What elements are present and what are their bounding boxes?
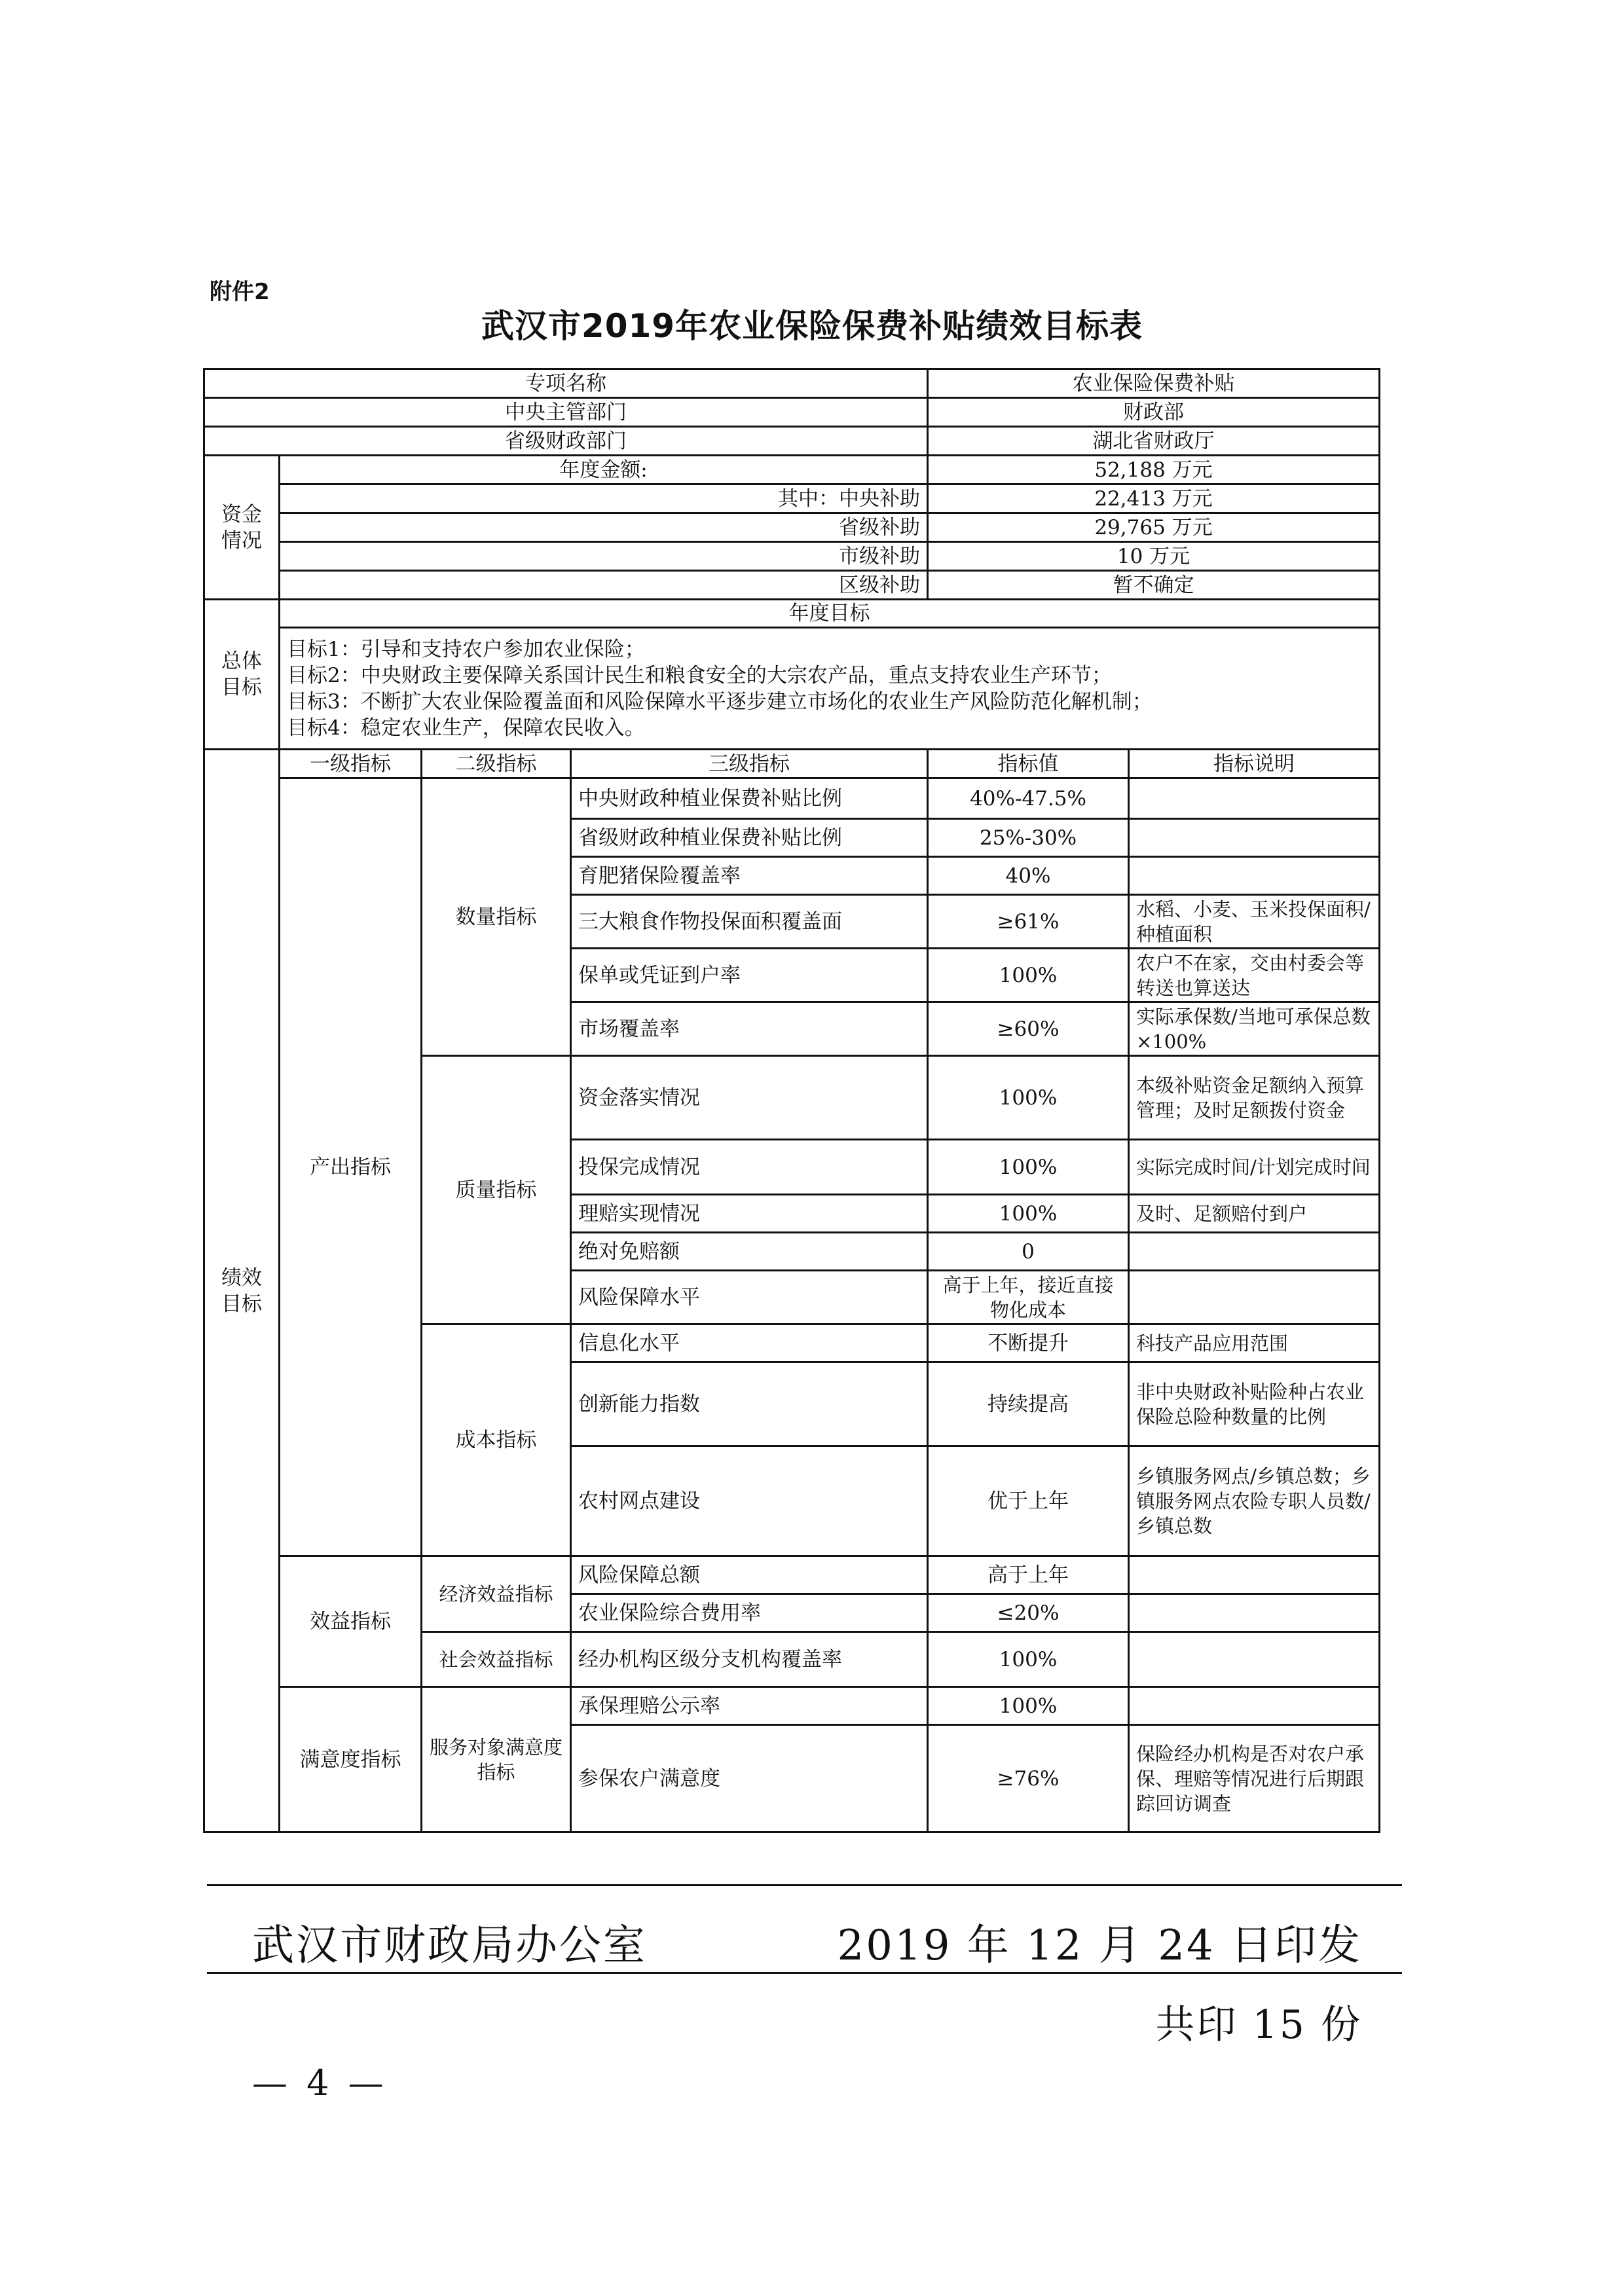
indicator-name: 风险保障水平	[571, 1271, 928, 1324]
indicator-value: 不断提升	[928, 1324, 1129, 1362]
indicator-note: 非中央财政补贴险种占农业保险总险种数量的比例	[1129, 1362, 1380, 1446]
column-header: 指标值	[928, 750, 1129, 778]
indicator-note: 保险经办机构是否对农户承保、理赔等情况进行后期跟踪回访调查	[1129, 1725, 1380, 1832]
indicator-name: 参保农户满意度	[571, 1725, 928, 1832]
level2-indicator: 服务对象满意度指标	[422, 1687, 571, 1832]
level1-indicator: 产出指标	[280, 778, 422, 1556]
indicator-name: 信息化水平	[571, 1324, 928, 1362]
footer-top-rule	[207, 1884, 1402, 1886]
funds-row-value: 22,413 万元	[928, 484, 1380, 513]
indicator-value: ≤20%	[928, 1594, 1129, 1632]
indicator-name: 农业保险综合费用率	[571, 1594, 928, 1632]
indicator-note	[1129, 1556, 1380, 1594]
funds-row-value: 暂不确定	[928, 571, 1380, 600]
central-dept-value: 财政部	[928, 398, 1380, 427]
indicator-name: 创新能力指数	[571, 1362, 928, 1446]
indicator-value: 100%	[928, 1056, 1129, 1140]
indicator-name: 风险保障总额	[571, 1556, 928, 1594]
indicator-value: 100%	[928, 1195, 1129, 1233]
funds-row-value: 29,765 万元	[928, 513, 1380, 542]
indicator-name: 绝对免赔额	[571, 1233, 928, 1271]
funds-row-value: 10 万元	[928, 542, 1380, 571]
level2-indicator: 经济效益指标	[422, 1556, 571, 1632]
indicator-value: ≥60%	[928, 1002, 1129, 1056]
indicator-name: 理赔实现情况	[571, 1195, 928, 1233]
goal-item: 目标2：中央财政主要保障关系国计民生和粮食安全的大宗农产品，重点支持农业生产环节；	[287, 663, 1112, 687]
goal-item: 目标4：稳定农业生产，保障农民收入。	[287, 716, 645, 740]
indicator-note: 乡镇服务网点/乡镇总数；乡镇服务网点农险专职人员数/乡镇总数	[1129, 1446, 1380, 1556]
indicator-note: 实际承保数/当地可承保总数×100%	[1129, 1002, 1380, 1056]
indicator-name: 农村网点建设	[571, 1446, 928, 1556]
indicator-value: 40%-47.5%	[928, 778, 1129, 819]
funds-row-label: 市级补助	[280, 542, 928, 571]
level2-indicator: 质量指标	[422, 1056, 571, 1324]
footer-issuer: 武汉市财政局办公室	[252, 1922, 647, 1970]
page-title: 武汉市2019年农业保险保费补贴绩效目标表	[481, 307, 1143, 345]
table-row	[204, 427, 1380, 456]
level2-indicator: 成本指标	[422, 1324, 571, 1556]
funds-row-label: 其中：中央补助	[280, 484, 928, 513]
central-dept-label: 中央主管部门	[204, 398, 928, 427]
funds-section-label: 资金情况	[204, 456, 280, 600]
table-row	[204, 628, 1380, 750]
indicator-name: 承保理赔公示率	[571, 1687, 928, 1725]
table-row	[204, 484, 1380, 513]
performance-section-label: 绩效目标	[204, 750, 280, 1832]
table-row	[204, 778, 1380, 819]
indicator-name: 投保完成情况	[571, 1140, 928, 1195]
indicator-value: 100%	[928, 949, 1129, 1002]
indicator-note: 水稻、小麦、玉米投保面积/种植面积	[1129, 895, 1380, 949]
funds-row-label: 年度金额:	[280, 456, 928, 484]
level1-indicator: 效益指标	[280, 1556, 422, 1687]
indicator-name: 经办机构区级分支机构覆盖率	[571, 1632, 928, 1687]
indicator-note	[1129, 1594, 1380, 1632]
funds-row-label: 省级补助	[280, 513, 928, 542]
indicator-value: ≥76%	[928, 1725, 1129, 1832]
indicator-name: 市场覆盖率	[571, 1002, 928, 1056]
column-header: 三级指标	[571, 750, 928, 778]
column-header: 一级指标	[280, 750, 422, 778]
table-row	[204, 1556, 1380, 1594]
indicator-note	[1129, 1687, 1380, 1725]
table-row	[204, 369, 1380, 398]
indicator-value: 0	[928, 1233, 1129, 1271]
table-row	[204, 456, 1380, 484]
table-row	[204, 571, 1380, 600]
indicator-note: 及时、足额赔付到户	[1129, 1195, 1380, 1233]
goal-item: 目标1：引导和支持农户参加农业保险；	[287, 637, 645, 661]
indicator-value: ≥61%	[928, 895, 1129, 949]
indicator-value: 100%	[928, 1632, 1129, 1687]
prov-dept-value: 湖北省财政厅	[928, 427, 1380, 456]
indicator-note: 农户不在家，交由村委会等转送也算送达	[1129, 949, 1380, 1002]
indicator-note	[1129, 1271, 1380, 1324]
indicator-note	[1129, 1632, 1380, 1687]
footer-date: 2019 年 12 月 24 日印发	[837, 1922, 1362, 1970]
column-header: 二级指标	[422, 750, 571, 778]
indicator-value: 40%	[928, 857, 1129, 895]
indicator-value: 优于上年	[928, 1446, 1129, 1556]
indicator-name: 省级财政种植业保费补贴比例	[571, 819, 928, 857]
indicator-value: 持续提高	[928, 1362, 1129, 1446]
table-row	[204, 398, 1380, 427]
level1-indicator: 满意度指标	[280, 1687, 422, 1832]
funds-row-value: 52,188 万元	[928, 456, 1380, 484]
page-number: — 4 —	[252, 2062, 388, 2104]
indicator-name: 育肥猪保险覆盖率	[571, 857, 928, 895]
indicator-value: 高于上年	[928, 1556, 1129, 1594]
indicator-note: 实际完成时间/计划完成时间	[1129, 1140, 1380, 1195]
overall-section-label: 总体目标	[204, 600, 280, 750]
table-row	[204, 542, 1380, 571]
indicator-name: 中央财政种植业保费补贴比例	[571, 778, 928, 819]
indicator-note	[1129, 778, 1380, 819]
project-name-value: 农业保险保费补贴	[928, 369, 1380, 398]
indicator-note	[1129, 1233, 1380, 1271]
funds-row-label: 区级补助	[280, 571, 928, 600]
footer-bottom-rule	[207, 1972, 1402, 1974]
indicator-name: 资金落实情况	[571, 1056, 928, 1140]
indicator-value: 100%	[928, 1140, 1129, 1195]
indicator-note: 科技产品应用范围	[1129, 1324, 1380, 1362]
goal-list	[280, 628, 1380, 750]
goal-item: 目标3：不断扩大农业保险覆盖面和风险保障水平逐步建立市场化的农业生产风险防范化解机制；	[287, 689, 1153, 714]
prov-dept-label: 省级财政部门	[204, 427, 928, 456]
indicator-note	[1129, 857, 1380, 895]
footer-copies: 共印 15 份	[1155, 2002, 1362, 2048]
project-name-label: 专项名称	[204, 369, 928, 398]
indicator-name: 保单或凭证到户率	[571, 949, 928, 1002]
indicator-note: 本级补贴资金足额纳入预算管理；及时足额拨付资金	[1129, 1056, 1380, 1140]
level2-indicator: 社会效益指标	[422, 1632, 571, 1687]
indicator-name: 三大粮食作物投保面积覆盖面	[571, 895, 928, 949]
table-row	[204, 750, 1380, 778]
indicator-value: 100%	[928, 1687, 1129, 1725]
column-header: 指标说明	[1129, 750, 1380, 778]
annual-goal-header: 年度目标	[280, 600, 1380, 628]
indicator-note	[1129, 819, 1380, 857]
table-row	[204, 513, 1380, 542]
indicator-value: 25%-30%	[928, 819, 1129, 857]
table-row	[204, 1687, 1380, 1725]
level2-indicator: 数量指标	[422, 778, 571, 1056]
indicator-value: 高于上年，接近直接物化成本	[928, 1271, 1129, 1324]
performance-target-table	[203, 368, 1380, 1833]
table-row	[204, 600, 1380, 628]
attachment-label: 附件2	[210, 279, 270, 305]
